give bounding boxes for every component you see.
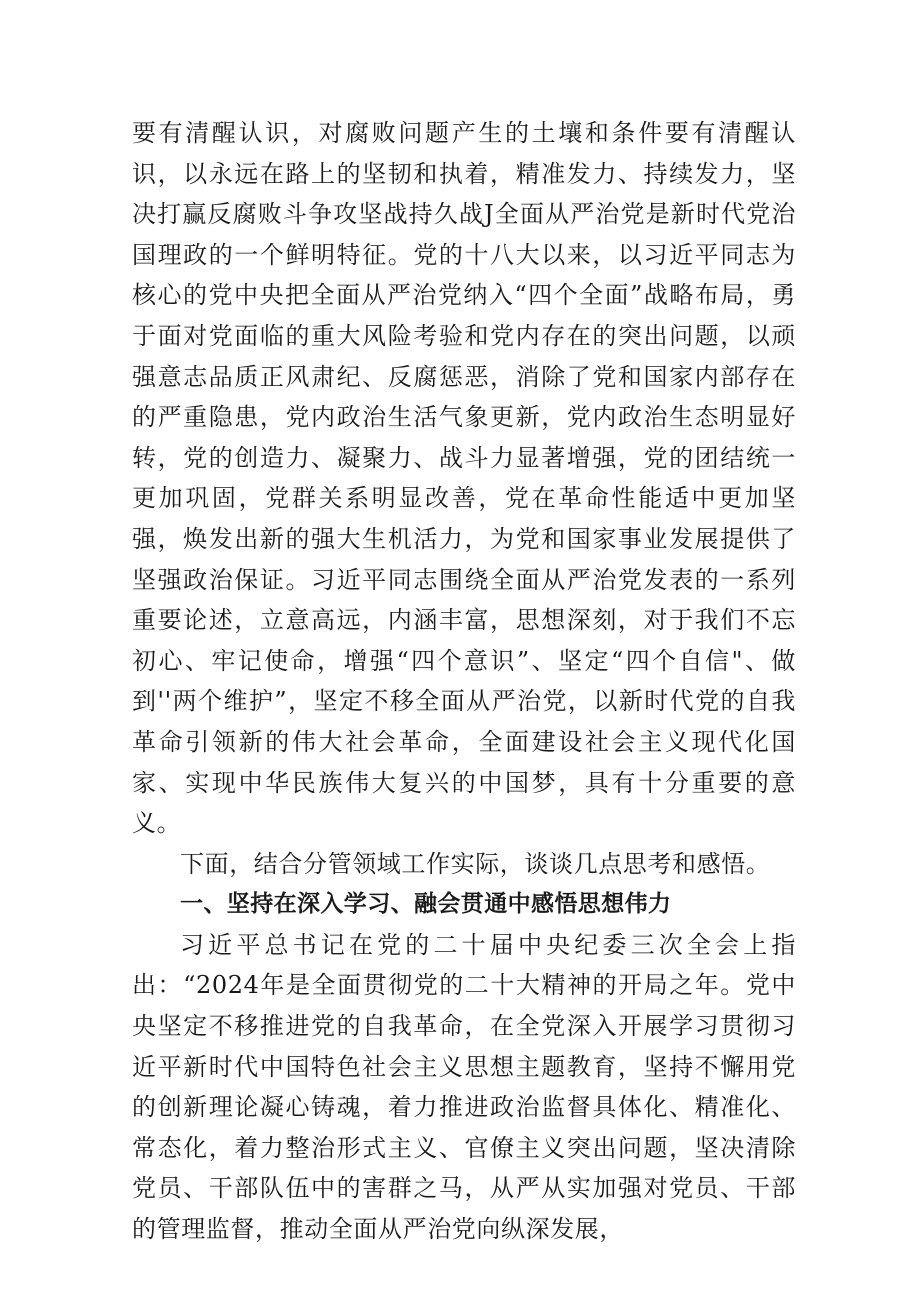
body-paragraph-1: 要有清醒认识，对腐败问题产生的土壤和条件要有清醒认识，以永远在路上的坚韧和执着，精准发力、持续发力，坚决打赢反腐败斗争攻坚战持久战J全面从严治党是新时代党治国理政的一个鲜明特征。党的十八大以来，以习近平同志为核心的党中央把全面从严治党纳入“四个全面”战略布局，勇于面对党面临的重大风险考验和党内存在的突出问题，以顽强意志品质正风肃纪、反腐惩恶，消除了党和国家内部存在的严重隐患，党内政治生活气象更新，党内政治生态明显好转，党的创造力、凝聚力、战斗力显著增强，党的团结统一更加巩固，党群关系明显改善，党在革命性能适中更加坚强，焕发出新的强大生机活力，为党和国家事业发展提供了坚强政治保证。习近平同志围绕全面从严治党发表的一系列重要论述，立意高远，内涵丰富，思想深刻，对于我们不忘初心、牢记使命，增强“四个意识”、坚定“四个自信"、做到''两个维护”，坚定不移全面从严治党，以新时代党的自我革命引领新的伟大社会革命，全面建设社会主义现代化国家、实现中华民族伟大复兴的中国梦，具有十分重要的意义。 — [132, 119, 796, 838]
section-heading-1: 一、坚持在深入学习、融会贯通中感悟思想伟力 — [180, 891, 672, 918]
body-paragraph-2: 下面，结合分管领域工作实际，谈谈几点思考和感悟。 — [180, 849, 771, 878]
document-body — [132, 113, 796, 1250]
body-paragraph-3: 习近平总书记在党的二十届中央纪委三次全会上指出：“2024年是全面贯彻党的二十大精神的开局之年。党中央坚定不移推进党的自我革命，在全党深入开展学习贯彻习近平新时代中国特色社会主义思想主题教育，坚持不懈用党的创新理论凝心铸魂，着力推进政治监督具体化、精准化、常态化，着力整治形式主义、官僚主义突出问题，坚决清除党员、干部队伍中的害群之马，从严从实加强对党员、干部的管理监督，推动全面从严治党向纵深发展， — [132, 930, 796, 1244]
